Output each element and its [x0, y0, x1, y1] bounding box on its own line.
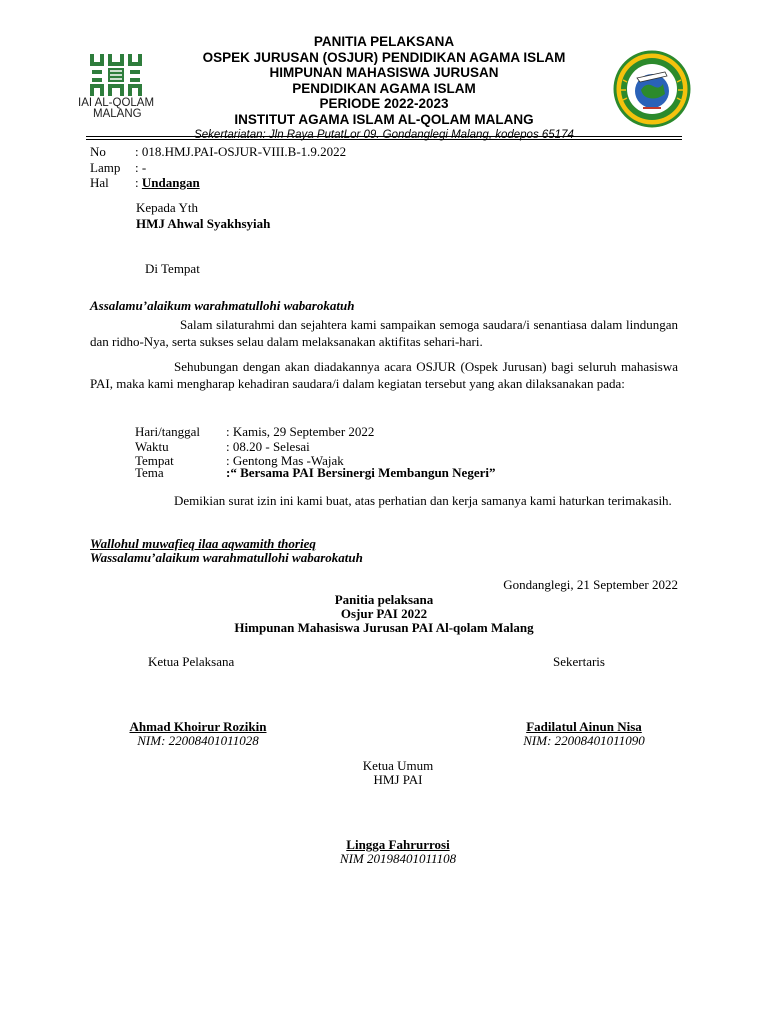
lamp-value: : - — [135, 160, 147, 175]
place-date: Gondanglegi, 21 September 2022 — [503, 577, 678, 592]
right-signer-role: Sekertaris — [553, 654, 605, 669]
hal-label: Hal — [90, 175, 109, 190]
hal-value: Undangan — [141, 175, 200, 190]
center-signer-name: Lingga Fahrurrosi — [346, 837, 450, 852]
letterhead — [0, 34, 768, 142]
committee-line-2: Osjur PAI 2022 — [340, 606, 428, 621]
center-signer-role-2: HMJ PAI — [373, 772, 423, 787]
header-line-2: OSPEK JURUSAN (OSJUR) PENDIDIKAN AGAMA ISLAM — [202, 49, 566, 65]
detail-label-time: Waktu — [135, 439, 169, 454]
header-divider-bottom — [86, 139, 682, 140]
detail-label-place: Tempat — [135, 453, 174, 468]
recipient-name: HMJ Ahwal Syakhsyiah — [136, 216, 271, 231]
paragraph-3: Demikian surat izin ini kami buat, atas perhatian dan kerja samanya kami haturkan terimakasih. — [174, 493, 672, 508]
detail-value-place: : Gentong Mas -Wajak — [226, 453, 344, 468]
logo-left-line2: MALANG — [93, 108, 142, 120]
right-signer-nim: NIM: 22008401011090 — [523, 733, 645, 748]
closing-line-2: Wassalamu’alaikum warahmatullohi wabarokatuh — [90, 550, 363, 565]
hal-line — [135, 175, 200, 190]
di-tempat: Di Tempat — [145, 261, 200, 276]
left-signer-role: Ketua Pelaksana — [148, 654, 235, 669]
logo-left-line1: IAI AL-QOLAM — [78, 97, 155, 109]
header-line-1: PANITIA PELAKSANA — [313, 34, 455, 49]
hal-separator: : — [135, 175, 142, 190]
detail-label-date: Hari/tanggal — [135, 424, 200, 439]
detail-value-theme: :“ Bersama PAI Bersinergi Membangun Negeri” — [226, 465, 496, 480]
committee-line-1: Panitia pelaksana — [334, 592, 434, 607]
paragraph-1: Salam silaturahmi dan sejahtera kami sampaikan semoga saudara/i senantiasa dalam lindungan dan ridho-Nya, serta sukses selau dalam melaksanakan aktifitas sehari-hari. — [90, 317, 678, 349]
detail-value-time: : 08.20 - Selesai — [226, 439, 310, 454]
header-line-5: PERIODE 2022-2023 — [319, 96, 449, 111]
committee-line-3: Himpunan Mahasiswa Jurusan PAI Al-qolam Malang — [234, 620, 534, 635]
greeting: Assalamu’alaikum warahmatullohi wabarokatuh — [90, 298, 355, 313]
header-line-3: HIMPUNAN MAHASISWA JURUSAN — [269, 65, 499, 80]
center-signer-nim: NIM 20198401011108 — [339, 851, 457, 866]
closing-line-1: Wallohul muwafieq ilaa aqwamith thorieq — [90, 536, 316, 551]
header-divider-top — [86, 136, 682, 137]
left-signer-nim: NIM: 22008401011028 — [137, 733, 259, 748]
left-signer-name: Ahmad Khoirur Rozikin — [129, 719, 267, 734]
center-signer-role-1: Ketua Umum — [362, 758, 434, 773]
lamp-label: Lamp — [90, 160, 121, 175]
no-value: : 018.HMJ.PAI-OSJUR-VIII.B-1.9.2022 — [135, 144, 347, 159]
header-line-6: INSTITUT AGAMA ISLAM AL-QOLAM MALANG — [234, 111, 534, 127]
no-label: No — [90, 144, 106, 159]
detail-value-date: : Kamis, 29 September 2022 — [226, 424, 375, 439]
header-address: Sekertariatan: Jln Raya PutatLor 09. Gondanglegi Malang, kodepos 65174 — [194, 129, 574, 141]
header-line-4: PENDIDIKAN AGAMA ISLAM — [292, 80, 476, 96]
kepada-yth: Kepada Yth — [136, 200, 198, 215]
paragraph-2: Sehubungan dengan akan diadakannya acara OSJUR (Ospek Jurusan) bagi seluruh mahasiswa PAI, maka kami mengharap kehadiran saudara/i dalam kegiatan tersebut yang akan dilaksanakan pada: — [90, 359, 678, 391]
right-signer-name: Fadilatul Ainun Nisa — [526, 719, 642, 734]
detail-label-theme: Tema — [135, 465, 164, 480]
